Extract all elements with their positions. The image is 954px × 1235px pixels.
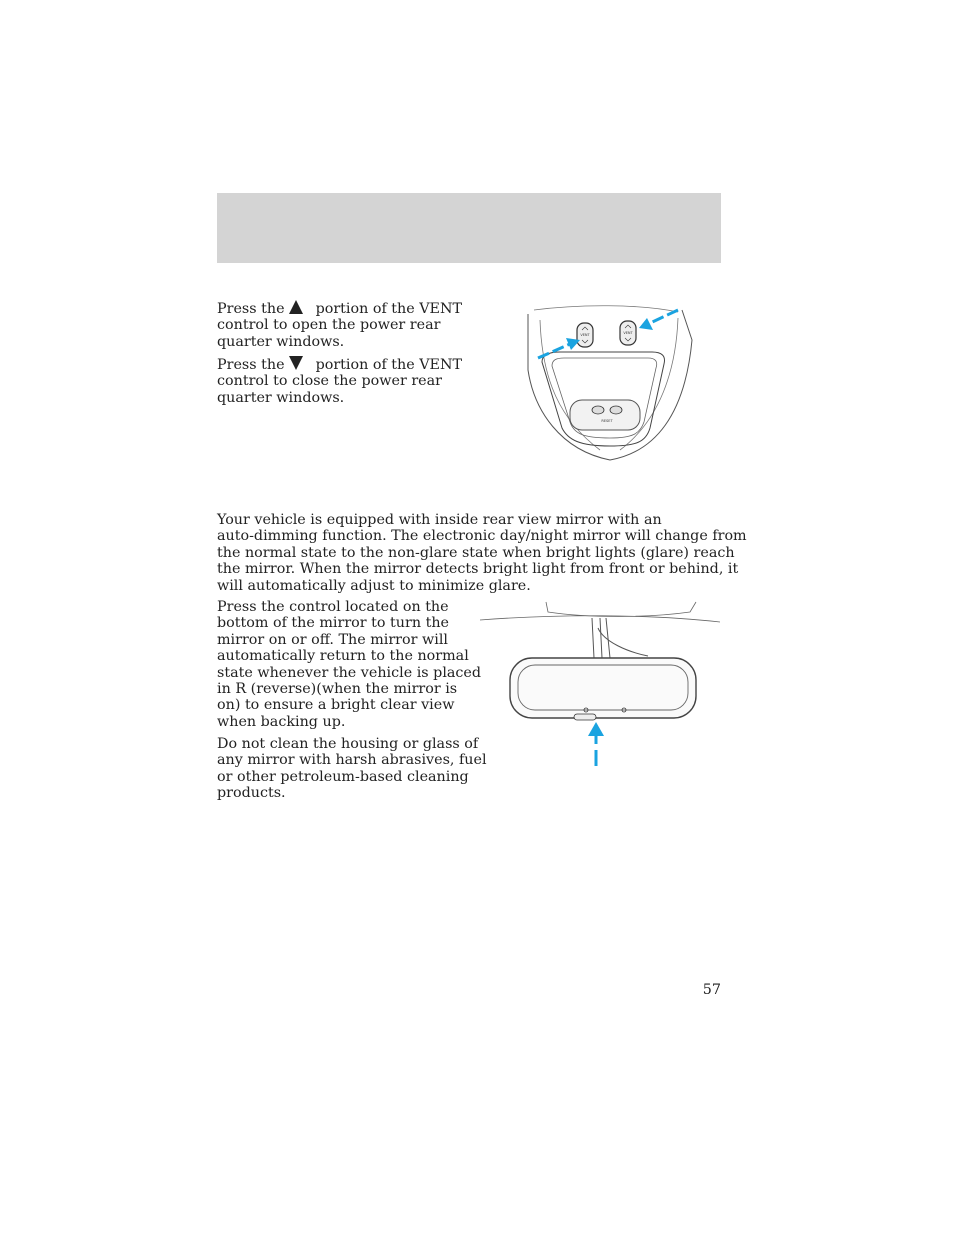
arrow-to-left-vent-icon bbox=[538, 338, 580, 358]
triangle-down-icon bbox=[289, 356, 303, 370]
vent-close-line-1: Press the portion of the VENT bbox=[217, 357, 463, 373]
mirror-housing bbox=[510, 658, 696, 718]
arrow-to-right-vent-icon bbox=[639, 310, 678, 330]
mirror-control-line: on) to ensure a bright clear view bbox=[217, 697, 455, 714]
mirror-cleaning-paragraph bbox=[217, 736, 487, 802]
headliner-trim bbox=[546, 602, 696, 617]
vent-close-line-3: quarter windows. bbox=[217, 389, 345, 406]
vent-open-line-1: Press the portion of the VENT bbox=[217, 301, 463, 317]
mirror-intro-line: Your vehicle is equipped with inside rear view mirror with an bbox=[217, 512, 662, 528]
mirror-control-line: Press the control located on the bbox=[217, 599, 449, 615]
rearview-mirror-illustration bbox=[478, 598, 722, 770]
reset-button-right[interactable] bbox=[610, 406, 622, 414]
overhead-console-illustration bbox=[520, 300, 700, 465]
page-number: 57 bbox=[702, 982, 721, 998]
mirror-stem bbox=[592, 618, 610, 658]
triangle-up-icon bbox=[289, 300, 303, 314]
vent-open-paragraph bbox=[217, 300, 462, 350]
vent-button-right[interactable] bbox=[620, 321, 636, 345]
vent-close-line-2: control to close the power rear bbox=[217, 373, 443, 390]
reset-button-left[interactable] bbox=[592, 406, 604, 414]
svg-text:VENT: VENT bbox=[580, 333, 590, 337]
header-band bbox=[217, 193, 721, 263]
mirror-clean-line: Do not clean the housing or glass of bbox=[217, 736, 479, 752]
vent-button-left[interactable] bbox=[577, 323, 593, 347]
lower-module-outer bbox=[542, 352, 665, 446]
mirror-control-line: mirror on or off. The mirror will bbox=[217, 631, 448, 648]
vent-open-line-2: control to open the power rear bbox=[217, 317, 441, 334]
mirror-control-line: in R (reverse)(when the mirror is bbox=[217, 681, 458, 698]
mirror-wire bbox=[598, 628, 648, 656]
console-housing bbox=[528, 310, 692, 460]
mirror-intro-paragraph bbox=[217, 512, 747, 594]
console-top-edge bbox=[534, 306, 678, 312]
mirror-intro-line: auto-dimming function. The electronic day/night mirror will change from bbox=[217, 528, 747, 545]
mirror-intro-line: the mirror. When the mirror detects bright light from front or behind, it bbox=[217, 561, 739, 578]
mirror-control-line: automatically return to the normal bbox=[217, 648, 469, 665]
arrow-to-mirror-control-icon bbox=[588, 722, 604, 766]
mirror-control-line: state whenever the vehicle is placed bbox=[217, 664, 482, 681]
mirror-control-button[interactable] bbox=[574, 714, 596, 720]
mirror-intro-line: will automatically adjust to minimize glare. bbox=[217, 577, 531, 594]
mirror-clean-line: products. bbox=[217, 785, 286, 802]
svg-text:VENT: VENT bbox=[623, 331, 633, 335]
mirror-control-line: bottom of the mirror to turn the bbox=[217, 615, 449, 632]
mirror-intro-line: the normal state to the non-glare state when bright lights (glare) reach bbox=[217, 544, 735, 561]
vent-open-line-3: quarter windows. bbox=[217, 333, 345, 350]
mirror-control-paragraph bbox=[217, 599, 481, 730]
mirror-control-line: when backing up. bbox=[217, 713, 346, 730]
mirror-clean-line: any mirror with harsh abrasives, fuel bbox=[217, 752, 487, 769]
mirror-clean-line: or other petroleum-based cleaning bbox=[217, 768, 469, 785]
reset-label: RESET bbox=[601, 419, 613, 423]
vent-close-paragraph bbox=[217, 356, 462, 406]
reset-panel bbox=[570, 400, 640, 430]
